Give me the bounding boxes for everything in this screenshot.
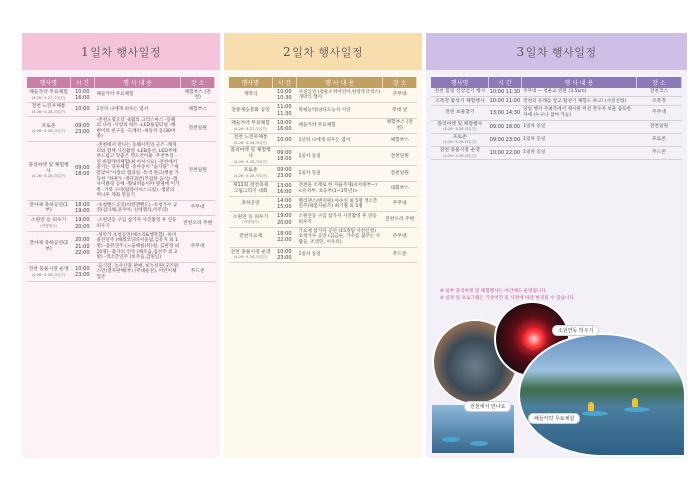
event-time: 19:00 20:00 — [70, 216, 94, 231]
event-time: 10:00 — [70, 103, 94, 116]
event-place: 전천일원 — [181, 141, 215, 200]
kayak-shape — [582, 411, 608, 416]
red-lantern-glow — [522, 327, 546, 351]
event-name-cell — [229, 118, 272, 133]
event-period: (4.26~4.28 /3일간) — [31, 272, 66, 277]
event-name-cell — [27, 231, 70, 262]
day1-title-number: 1 — [81, 44, 90, 59]
event-place: 포토존 — [636, 133, 681, 146]
event-place: 전천일원 — [383, 166, 417, 181]
event-time: 13:00 16:00 — [272, 181, 296, 196]
kayaker-figure — [588, 402, 594, 411]
event-time: 10:00 10:30 — [272, 88, 296, 103]
event-place: 주무대 — [181, 231, 215, 262]
kayaker-figure — [632, 398, 638, 407]
event-content: 북평농악(낭다도농사 시연 — [297, 103, 383, 118]
event-name: 전천 느린우체통 — [31, 104, 66, 110]
event-content: -전천노랑오리 -4월의 크리스마스 -동해의 나라 -사랑의 하트 -LED튤립터널 -해변이의 친구들 -도깨비 -새둥지 등(30여종) — [95, 116, 181, 141]
schedule-row — [431, 120, 682, 133]
event-name: 포토존 — [452, 134, 467, 140]
event-place: 전천오리 주변 — [383, 212, 417, 227]
event-name: 패들카약 무료체험 — [231, 120, 270, 126]
event-period: (4.26~4.28 /3일간) — [443, 140, 477, 145]
event-place: 체험부스 — [181, 103, 215, 116]
event-content: 전천을 소재로 한 자율주제(유치원부~) <유치부, 초등부(1~3학년)> — [297, 181, 383, 196]
schedule-row — [431, 146, 682, 159]
event-place: 푸드존 — [383, 247, 417, 262]
event-period: (4.26~4.28 /3일간) — [233, 140, 268, 145]
event-name-cell — [431, 133, 489, 146]
event-content: -초청밴드공연(비엔앤밴드) -초청가수 공연(김나해,윤수아, 신데렐라,이주리) — [95, 200, 181, 215]
event-place: 주무대 — [383, 88, 417, 103]
event-content: 1일차 동일 — [521, 120, 636, 133]
event-content: 사전공연 (청운소치어린이,한앙주더색스) 개막식 행사 — [297, 88, 383, 103]
event-place: 무대 앞 — [383, 103, 417, 118]
event-name-cell — [27, 200, 70, 215]
schedule-row — [229, 134, 417, 147]
event-name: 소원연 등 띄우기 — [30, 218, 67, 224]
caption-kayak: 패들카약 무료체험 — [528, 413, 580, 424]
kayak-photo — [518, 333, 686, 457]
notes — [440, 288, 680, 302]
photo-collage — [432, 301, 684, 453]
day2-title-number: 2 — [283, 44, 292, 59]
header-place: 장 소 — [383, 77, 417, 88]
event-content: 1일차 동일 — [521, 133, 636, 146]
event-content: 주무대 ~ 청운교 반환 (3.5km) — [521, 88, 636, 97]
event-name-cell — [229, 166, 272, 181]
schedule-row — [229, 197, 417, 212]
schedule-row — [431, 133, 682, 146]
schedule-row — [27, 103, 215, 116]
schedule-row — [431, 106, 682, 120]
event-name: 플리마켓 및 체험행사 — [230, 148, 271, 159]
event-time: 09:00 18:00 — [70, 141, 94, 200]
event-name-cell — [431, 97, 489, 106]
header-time: 시 간 — [272, 77, 296, 88]
schedule-row — [27, 262, 215, 282]
event-name-cell — [229, 134, 272, 147]
day1-title-text: 일차 행사일정 — [90, 45, 161, 59]
event-period: (4.26~4.28 /3일간) — [443, 127, 477, 132]
event-name: 전천 느린우체통 — [233, 135, 268, 141]
event-place: 전천오리 주변 — [181, 216, 215, 231]
schedule-row — [27, 200, 215, 215]
event-name-cell — [27, 116, 70, 141]
kayak-shape — [470, 441, 488, 446]
event-time: 10:00 — [272, 134, 296, 147]
event-name-cell — [431, 120, 489, 133]
day3-column — [426, 33, 687, 458]
event-place: 전천일원 — [383, 147, 417, 166]
event-name: 플리마켓 및 체험행사 — [437, 121, 483, 127]
header-content: 행 사 내 용 — [297, 77, 383, 88]
header-event: 행사명 — [431, 77, 489, 88]
event-name-cell — [27, 141, 70, 200]
event-content: 1년뒤 나에게 띄우는 엽서 — [297, 134, 383, 147]
caption-lantern: 소원연등 띄우기 — [552, 325, 599, 336]
river-photo — [432, 405, 514, 453]
schedule-row — [229, 147, 417, 166]
event-content: 당일 행사 주최측에서 제시한 미션 완수자 보물 습득한 자에 (누구나 참여 가능) — [521, 106, 636, 120]
note-night-operation: ※ 일부 플리마켓 및 체험행사는 야간에도 운영됩니다. — [440, 289, 548, 294]
event-content: 전천의 유래를 알고 활성기 체험도 하고! (사전신청) — [521, 97, 636, 106]
event-time: 09:00 23:00 — [272, 166, 296, 181]
event-content: 1년뒤 나에게 띄우는 엽서 — [95, 103, 181, 116]
event-period: (4.26~4.28 /3일간) — [233, 173, 268, 178]
header-place: 장 소 — [636, 77, 681, 88]
event-name-cell — [229, 103, 272, 118]
event-place: 체험부스 — [383, 134, 417, 147]
event-name-cell — [229, 212, 272, 227]
header-content: 행 사 내 용 — [95, 77, 181, 88]
event-name: 소원연 등 띄우기 — [232, 214, 269, 220]
event-time: 18:00 22:00 — [272, 227, 296, 247]
schedule-row — [27, 141, 215, 200]
event-name: 축하공연 — [241, 201, 260, 207]
event-name: 전야제 축하공연(2부) — [29, 241, 68, 252]
event-time: 10:00 11:00 — [489, 98, 521, 105]
event-period: (4.26~4.28 /3일간) — [31, 110, 66, 114]
event-period: (4.26~4.28 /3일간) — [233, 159, 268, 164]
event-name: 전천 보물찾기 — [445, 110, 475, 116]
event-time: 18:00 19:00 — [70, 200, 94, 215]
note-schedule-change: ※ 일정 및 프로그램은 기상여건 및 사정에 따라 변경될 수 있습니다. — [440, 296, 576, 301]
schedule-row — [27, 116, 215, 141]
event-name-cell — [27, 88, 70, 103]
day2-title — [224, 33, 422, 70]
event-name: 전천 힐링 건강걷기 행사 — [434, 89, 486, 95]
event-content: 1일차 동일 — [521, 146, 636, 159]
event-time: 11:00 11:30 — [272, 103, 296, 118]
event-content: -성악가 초청공연(예소리&행복합) -바이올린연주 (해레코딩바이올림,김유지 외 1명) -올뮤연주 (노을해룸(뮤)청, 김판정 외 10명) -불가의 연주 (해조음,김선주 외 3명) -색소폰연주 (비주음,김원님) — [95, 231, 181, 262]
event-name-cell — [27, 103, 70, 116]
event-name-cell — [229, 181, 272, 196]
event-content: 가요제 참가자 공연 (15개팀 사전신청) 초청가수 공연 (김금순, 가수를 꿈꾸는 사람들, 조영민, 이우리) — [297, 227, 383, 247]
event-content: 벨리댄스(변지원) 아수연 외 5명 색소폰 연주(새봄사운즈) 최기철 외 5명 — [297, 197, 383, 212]
event-name-cell — [229, 88, 272, 103]
event-place: 주무대 — [181, 200, 215, 215]
day3-title-text: 일차 행사일정 — [525, 45, 597, 59]
event-name: 전야제 축하공연(1부) — [29, 202, 68, 214]
event-place: 전천일원 — [636, 120, 681, 133]
schedule-row — [229, 103, 417, 118]
schedule-row — [27, 216, 215, 231]
header-place: 장 소 — [181, 77, 215, 88]
event-place: 대회부스 — [383, 181, 417, 196]
event-name-cell — [27, 262, 70, 282]
event-period: (4.26~4.27 /2일간) — [31, 95, 66, 100]
event-period: (4.26~4.27 /2일간) — [233, 126, 268, 131]
schedule-row — [229, 227, 417, 247]
event-place: 푸드존 — [181, 262, 215, 282]
event-name-cell — [229, 147, 272, 166]
caption-meet: 전천에서 만나요 — [464, 401, 511, 412]
day3-title — [426, 33, 687, 70]
event-content: 1일차 동일 — [297, 147, 383, 166]
event-content: 1일차 동일 — [297, 166, 383, 181]
program-brochure — [22, 33, 687, 458]
day3-schedule-table — [431, 77, 682, 160]
event-place: 전천일원 — [181, 116, 215, 141]
day2-column — [224, 33, 422, 458]
event-name: 플리마켓 및 체험행사 — [28, 163, 69, 174]
event-period: (4.26~4.28 /3일간) — [31, 129, 66, 134]
event-place: 주무대 — [383, 227, 417, 247]
event-name-cell — [431, 146, 489, 159]
header-time: 시 간 — [70, 77, 94, 88]
header-event: 행사명 — [229, 77, 272, 88]
header-event: 행사명 — [27, 77, 70, 88]
event-place: 주무대 — [383, 197, 417, 212]
event-time: 13:00 14:30 — [489, 106, 522, 120]
event-content: 패들카약 무료체험 — [95, 88, 181, 103]
day3-title-number: 3 — [516, 44, 525, 59]
schedule-row — [431, 88, 682, 97]
schedule-row — [229, 166, 417, 181]
event-time: 10:00 22:00 — [489, 146, 522, 159]
schedule-row — [229, 118, 417, 133]
event-name-cell — [431, 88, 489, 97]
event-period: (야행행사) — [242, 220, 259, 225]
day3-header-row — [431, 77, 682, 88]
day1-header-row — [27, 77, 215, 88]
kayak-shape — [624, 407, 650, 412]
event-content: -음식점, 농수산물 판매, 비누선판(굿즈판스만)캘자판매(부) (무대운전), 어린이체험존 — [95, 262, 181, 282]
event-period: (4.26~4.28 /3일간) — [233, 255, 268, 260]
event-name: 조폭정 활성기 체험행사 — [435, 98, 485, 104]
event-content: -전천에서 만나는 동해시민의 굿즈 -캐릭터와 함께 사진촬영 -LED풍선, LED부케 부드럽고 맛좋은 떡도건어물 -주전부리 -연 바람개비체험(최 아서시요) -전천에서 즐기는 딩투체험 -송아송이 "솜사탕" -"새봄맞이"사랑의 캡과일 -특색 원고(햇살 가득한 "하권") -생다과전(푸짐한 음식) -캡사이클링 공예 -향내려놓이야 옆옆에 이거 쪽 -거북 구미(탐라이어스크림) -생분의 머니투 계좌 만들기 — [95, 141, 181, 200]
event-time: 09:00 23:00 — [489, 133, 522, 146]
event-name-cell — [229, 227, 272, 247]
schedule-row — [229, 181, 417, 196]
schedule-row — [27, 231, 215, 262]
event-name: 개막식 — [243, 92, 258, 98]
event-place: 체험부스 (전천) — [181, 88, 215, 103]
event-time: 20:00 21:00 22:00 — [70, 231, 94, 262]
event-name-cell — [431, 106, 489, 120]
event-content: 패들카약 무료체험 — [297, 118, 383, 133]
event-period: (야행행사) — [40, 224, 57, 229]
header-content: 행 사 내 용 — [521, 77, 636, 88]
event-content: 소원연등 구입 참가자 사진촬영 후 연등 띄우기 — [297, 212, 383, 227]
event-name: 포토존 — [41, 123, 56, 129]
event-time: 10:00 23:00 — [272, 247, 296, 262]
kayak-shape — [442, 437, 460, 442]
day1-schedule-table — [27, 77, 215, 282]
event-place: 조폭정 — [636, 97, 681, 106]
day2-title-text: 일차 행사일정 — [292, 45, 363, 59]
event-period: (4.26~4.28 /3일간) — [443, 153, 477, 158]
schedule-row — [27, 88, 215, 103]
event-time: 09:00 23:00 — [70, 116, 94, 141]
event-name-cell — [27, 216, 70, 231]
event-name: 전천 풍물시장 운영 — [28, 266, 69, 272]
event-content: 1일차 동일 — [297, 247, 383, 262]
event-time: 10:00 23:00 — [70, 262, 94, 282]
event-content: -소원연등 구입 참가자 사진촬영 후 연등 띄우기 — [95, 216, 181, 231]
event-name: 전천가요제 — [238, 234, 263, 240]
event-name-cell — [229, 197, 272, 212]
event-time: 10:00 16:00 — [272, 118, 296, 133]
header-time: 시 간 — [489, 77, 522, 88]
event-time: 10:00 11:30 — [489, 89, 521, 95]
event-name-cell — [229, 247, 272, 262]
event-time: 10:00 16:00 — [70, 88, 94, 103]
event-time: 09:00 18:00 — [272, 147, 296, 166]
event-time: 09:00 18:00 — [489, 120, 522, 133]
event-time: 14:00 15:00 — [272, 197, 296, 212]
event-period: (4.26~4.28 /3일간) — [31, 174, 66, 179]
event-name: 제11회 전천축제 그림그리기 대회 — [232, 183, 269, 194]
event-time: 19:00 20:00 — [272, 212, 296, 227]
event-name: 패들카약 무료체험 — [29, 90, 68, 96]
event-place: 주무대 — [636, 106, 681, 120]
event-name: 전천 풍물시장 운영 — [230, 249, 271, 255]
event-place: 푸드존 — [636, 146, 681, 159]
day2-schedule-table — [229, 77, 417, 263]
event-place: 전천코스 — [636, 88, 681, 97]
schedule-row — [431, 97, 682, 106]
day2-header-row — [229, 77, 417, 88]
schedule-row — [229, 212, 417, 227]
schedule-row — [229, 88, 417, 103]
event-place: 체험부스 (전천) — [383, 118, 417, 133]
day1-title — [22, 33, 220, 70]
event-name: 전통계승문화 공연 — [231, 107, 270, 113]
event-name: 포토존 — [243, 168, 258, 174]
day1-column — [22, 33, 220, 458]
schedule-row — [229, 247, 417, 262]
event-name: 전천 풍물시장 운영 — [439, 147, 480, 153]
